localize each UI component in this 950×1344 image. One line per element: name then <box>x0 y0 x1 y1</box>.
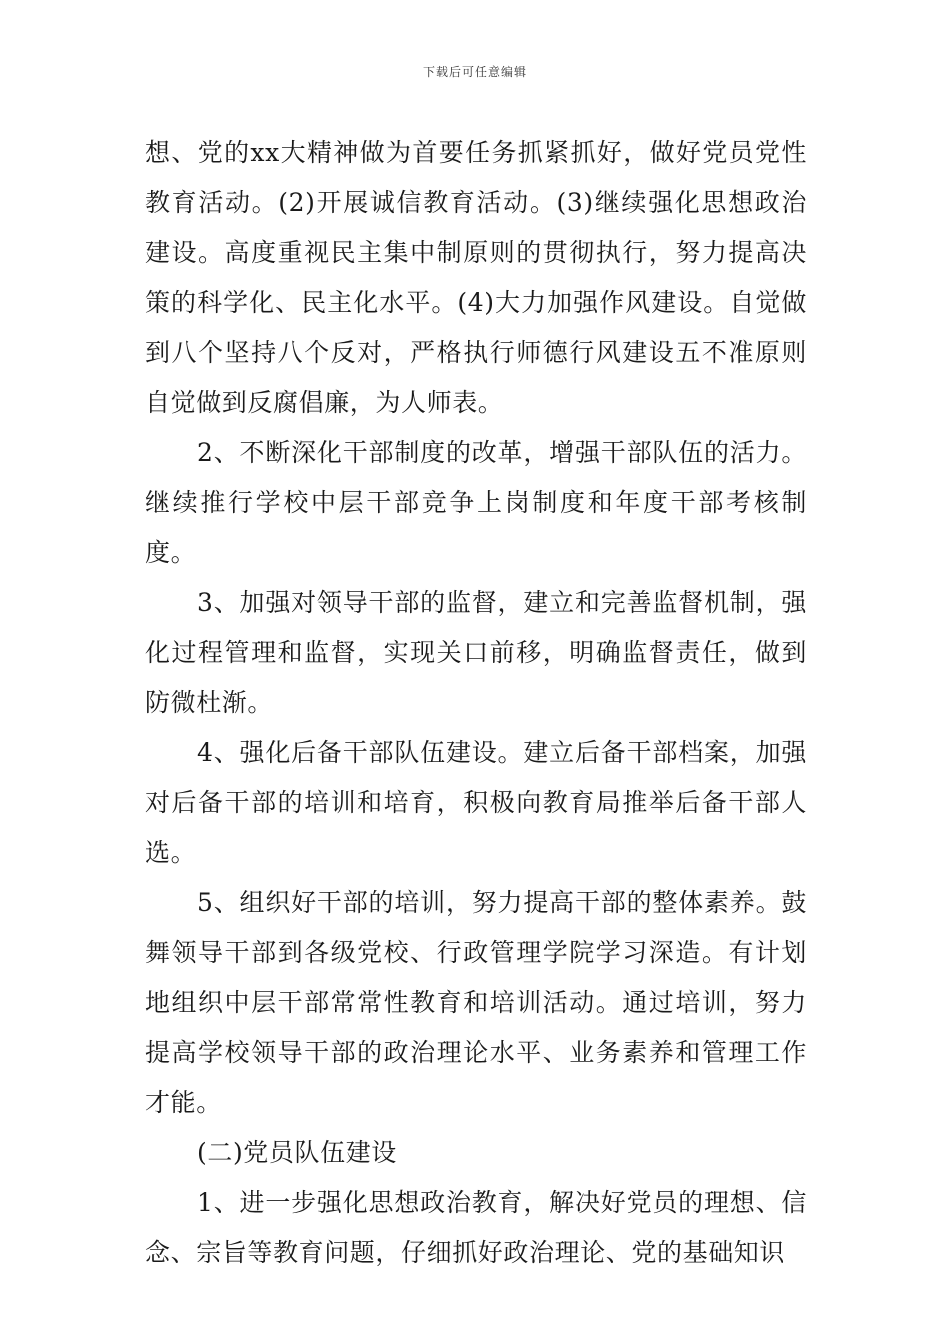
paragraph-item-1: 1、进一步强化思想政治教育，解决好党员的理想、信念、宗旨等教育问题，仔细抓好政治理论、党的基础知识 <box>145 1188 807 1267</box>
paragraph-item-5: 5、组织好干部的培训，努力提高干部的整体素养。鼓舞领导干部到各级党校、行政管理学院学习深造。有计划地组织中层干部常常性教育和培训活动。通过培训，努力提高学校领导干部的政治理论水平、业务素养和管理工作才能。 <box>145 888 807 1117</box>
paragraph-item-2: 2、不断深化干部制度的改革，增强干部队伍的活力。继续推行学校中层干部竞争上岗制度和年度干部考核制度。 <box>145 438 807 567</box>
section-heading: (二)党员队伍建设 <box>197 1138 397 1167</box>
paragraph-item-3: 3、加强对领导干部的监督，建立和完善监督机制，强化过程管理和监督，实现关口前移，明确监督责任，做到防微杜渐。 <box>145 588 807 717</box>
paragraph-continuation: 想、党的xx大精神做为首要任务抓紧抓好，做好党员党性教育活动。(2)开展诚信教育活动。(3)继续强化思想政治建设。高度重视民主集中制原则的贯彻执行，努力提高决策的科学化、民主化水平。(4)大力加强作风建设。自觉做到八个坚持八个反对，严格执行师德行风建设五不准原则自觉做到反腐倡廉，为人师表。 <box>145 138 807 417</box>
page-header: 下载后可任意编辑 <box>422 65 527 79</box>
document-body <box>145 128 807 1278</box>
paragraph-item-4: 4、强化后备干部队伍建设。建立后备干部档案，加强对后备干部的培训和培育，积极向教育局推举后备干部人选。 <box>145 738 807 867</box>
